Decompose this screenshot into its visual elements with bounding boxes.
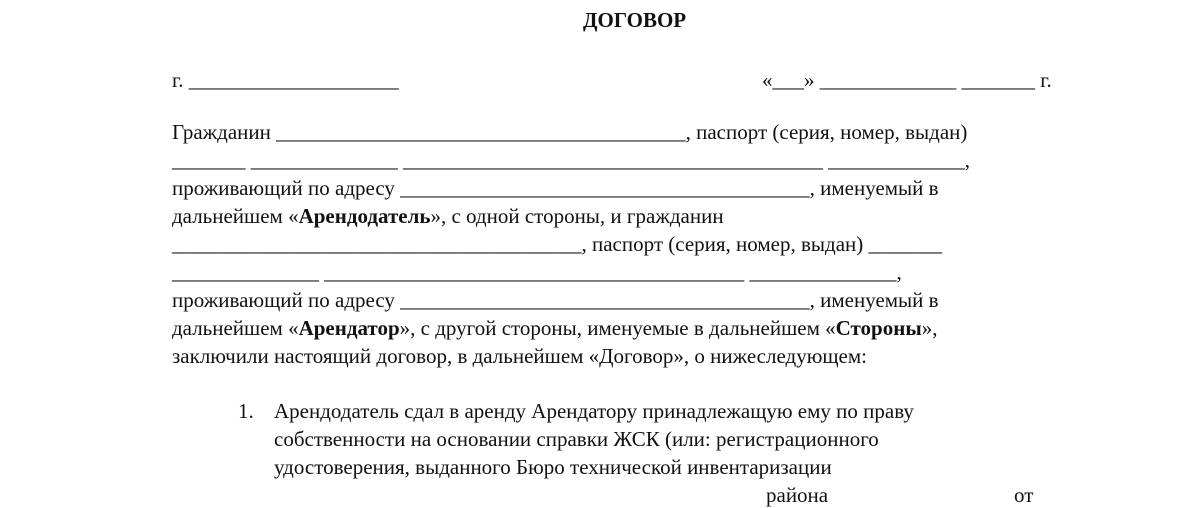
clause-number: 1. (238, 399, 254, 423)
clause-line-4-from: от (1014, 483, 1034, 507)
clause-line-3: удостоверения, выданного Бюро технической инвентаризации (274, 455, 832, 479)
preamble-line-9: заключили настоящий договор, в дальнейшем «Договор», о нижеследующем: (172, 344, 867, 368)
landlord-term: Арендодатель (298, 204, 431, 228)
parties-term: Стороны (835, 316, 922, 340)
clause-line-1: Арендодатель сдал в аренду Арендатору принадлежащую ему по праву (274, 399, 914, 423)
line-text: дальнейшем « (172, 316, 299, 340)
line-text: », (921, 316, 938, 340)
line-text: », с другой стороны, именуемые в дальнейшем « (399, 316, 836, 340)
preamble-line-6: ______________ ________________________________________ ______________, (172, 260, 902, 284)
preamble-line-3: проживающий по адресу _______________________________________, именуемый в (172, 176, 939, 200)
clause-line-4-district: района (766, 483, 829, 507)
document-title: ДОГОВОР (583, 8, 687, 32)
line-text: дальнейшем « (172, 204, 299, 228)
preamble-line-8 (172, 315, 937, 341)
preamble-line-5: _______________________________________, паспорт (серия, номер, выдан) _______ (172, 232, 943, 256)
clause-line-2: собственности на основании справки ЖСК (или: регистрационного (274, 427, 879, 451)
preamble-line-2: _______ ______________ ________________________________________ _____________, (172, 148, 970, 172)
line-text: », с одной стороны, и гражданин (430, 204, 724, 228)
preamble-line-7: проживающий по адресу _______________________________________, именуемый в (172, 288, 939, 312)
tenant-term: Арендатор (298, 316, 400, 340)
date-field: «___» _____________ _______ г. (762, 68, 1052, 92)
preamble-line-4 (172, 203, 724, 229)
preamble-line-1: Гражданин _______________________________________, паспорт (серия, номер, выдан) (172, 120, 968, 144)
city-field: г. ____________________ (172, 68, 399, 92)
